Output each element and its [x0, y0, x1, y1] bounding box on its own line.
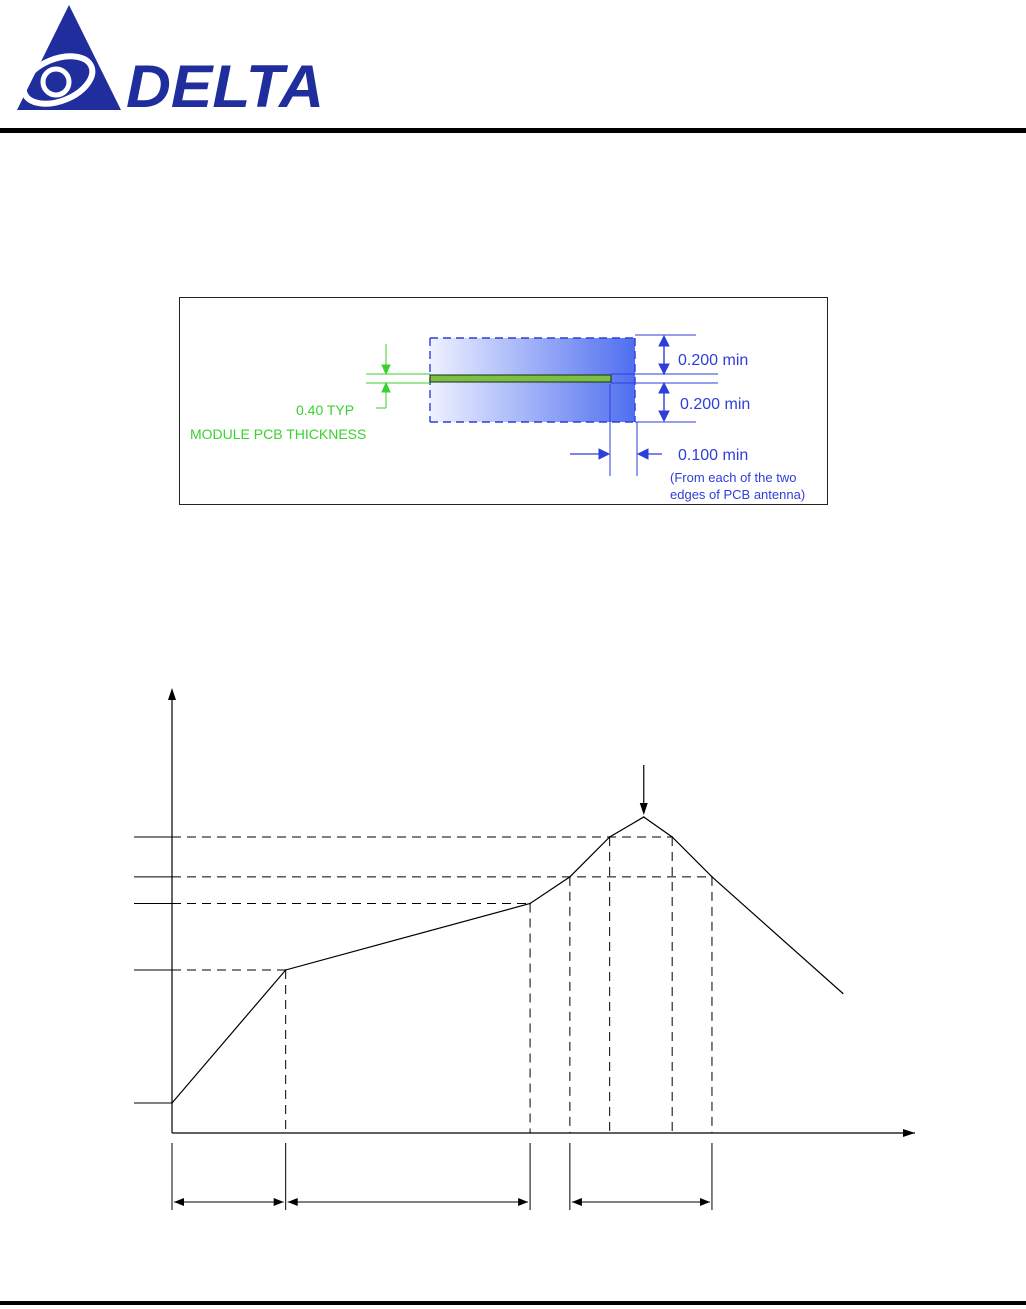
- clearance-bottom-label: 0.200 min: [680, 396, 751, 413]
- dimension-top-arrow-icon: [659, 336, 669, 374]
- temperature-profile-chart: [110, 680, 930, 1220]
- antenna-clearance-figure: [179, 297, 828, 505]
- profile-series-line: [172, 817, 843, 1103]
- dimension-side-arrow-icon: [570, 449, 662, 459]
- profile-point: [842, 992, 844, 994]
- profile-point: [711, 876, 713, 878]
- logo-wordmark: DELTA: [126, 53, 324, 120]
- header-rule: [0, 128, 1026, 133]
- interval-arrow-left-icon: [572, 1198, 582, 1206]
- profile-point: [671, 836, 673, 838]
- interval-arrow-right-icon: [274, 1198, 284, 1206]
- profile-point: [529, 903, 531, 905]
- pcb-thickness-callout: [366, 344, 430, 408]
- footer-rule: [0, 1301, 1026, 1305]
- profile-point: [643, 816, 645, 818]
- x-axis-arrow-icon: [903, 1129, 915, 1137]
- pcb-thickness-value: 0.40 TYP: [296, 402, 355, 418]
- clearance-side-label: 0.100 min: [678, 447, 749, 464]
- clearance-top-label: 0.200 min: [678, 352, 749, 369]
- interval-arrow-right-icon: [518, 1198, 528, 1206]
- side-note-line-1: (From each of the two: [670, 470, 797, 485]
- module-pcb: [430, 375, 611, 382]
- peak-arrow-icon: [640, 803, 648, 815]
- delta-logo: [0, 0, 330, 122]
- interval-arrow-left-icon: [288, 1198, 298, 1206]
- y-axis-arrow-icon: [168, 688, 176, 700]
- side-note-line-2: edges of PCB antenna): [670, 487, 806, 502]
- interval-arrow-left-icon: [174, 1198, 184, 1206]
- pcb-thickness-caption: MODULE PCB THICKNESS: [190, 426, 367, 442]
- profile-point: [569, 876, 571, 878]
- profile-point: [171, 1102, 173, 1104]
- profile-point: [285, 969, 287, 971]
- profile-point: [609, 836, 611, 838]
- interval-arrow-right-icon: [700, 1198, 710, 1206]
- dimension-bottom-arrow-icon: [659, 383, 669, 421]
